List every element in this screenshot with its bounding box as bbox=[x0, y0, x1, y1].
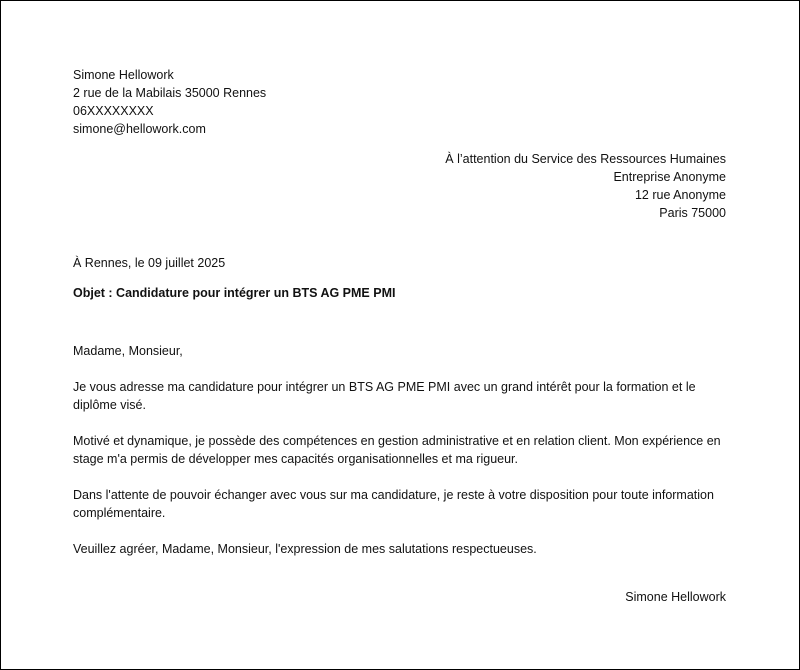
paragraph-closing: Veuillez agréer, Madame, Monsieur, l'expression de mes salutations respectueuses. bbox=[73, 542, 537, 556]
recipient-attention: À l’attention du Service des Ressources Humaines bbox=[445, 152, 726, 166]
subject-line: Objet : Candidature pour intégrer un BTS AG PME PMI bbox=[73, 286, 396, 300]
recipient-company: Entreprise Anonyme bbox=[613, 170, 726, 184]
sender-block bbox=[73, 66, 266, 138]
paragraph-skills: Motivé et dynamique, je possède des compétences en gestion administrative et en relation client. Mon expérience en stage m'a permis de développer mes capacités organisationnelles et ma rigueur. bbox=[73, 434, 721, 466]
sender-phone: 06XXXXXXXX bbox=[73, 104, 154, 118]
letter-body bbox=[73, 342, 733, 576]
recipient-city: Paris 75000 bbox=[659, 206, 726, 220]
sender-email: simone@hellowork.com bbox=[73, 122, 206, 136]
paragraph-availability: Dans l'attente de pouvoir échanger avec vous sur ma candidature, je reste à votre disposition pour toute information complémentaire. bbox=[73, 488, 714, 520]
salutation: Madame, Monsieur, bbox=[73, 344, 183, 358]
sender-name: Simone Hellowork bbox=[73, 68, 174, 82]
recipient-street: 12 rue Anonyme bbox=[634, 188, 726, 202]
sender-address: 2 rue de la Mabilais 35000 Rennes bbox=[73, 86, 267, 100]
signature: Simone Hellowork bbox=[625, 590, 726, 604]
date-line: À Rennes, le 09 juillet 2025 bbox=[73, 256, 226, 270]
recipient-block bbox=[445, 150, 726, 222]
paragraph-intro: Je vous adresse ma candidature pour intégrer un BTS AG PME PMI avec un grand intérêt pour la formation et le diplôme visé. bbox=[73, 380, 696, 412]
